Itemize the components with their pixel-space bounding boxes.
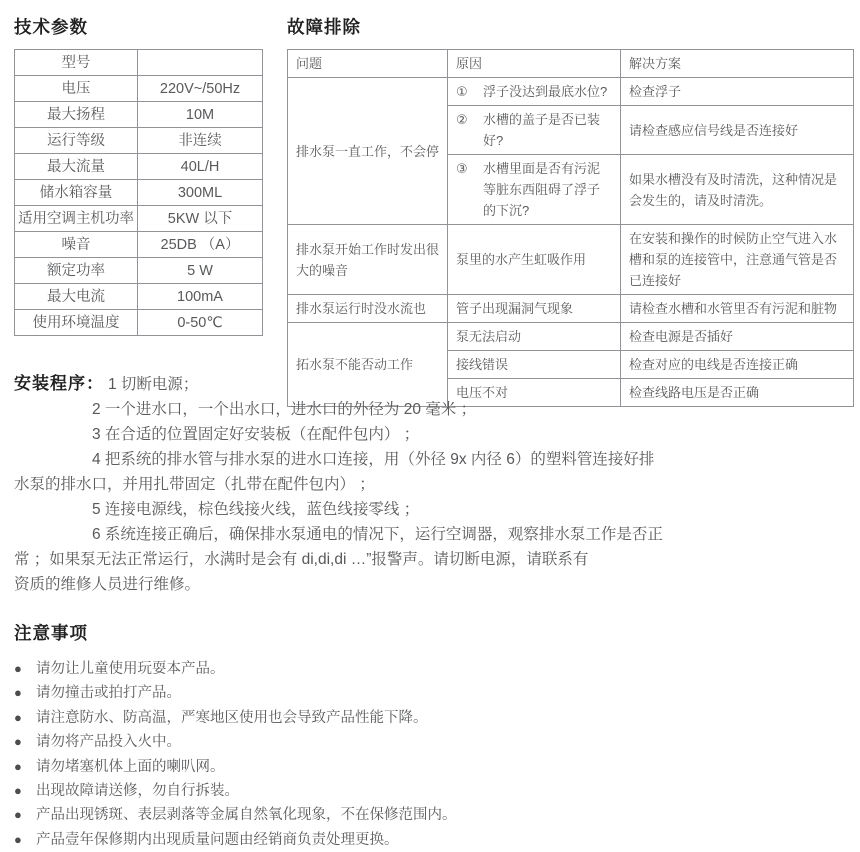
cause-text [456, 109, 612, 151]
solution-cell: 检查对应的电线是否连接正确 [621, 351, 854, 379]
tech-param-value-cell: 10M [138, 102, 263, 128]
troubleshooting-header-cell: 解决方案 [621, 50, 854, 78]
solution-cell: 请检查感应信号线是否连接好 [621, 106, 854, 155]
solution-cell: 如果水槽没有及时清洗，这种情况是会发生的，请及时清洗。 [621, 155, 854, 225]
tech-params-section [14, 14, 252, 336]
tech-param-label-cell: 额定功率 [15, 258, 138, 284]
tech-param-label-cell: 使用环境温度 [15, 310, 138, 336]
troubleshooting-header-cell: 原因 [448, 50, 621, 78]
note-text: 请勿将产品投入火中。 [36, 734, 181, 751]
problem-cell: 排水泵一直工作，不会停 [288, 78, 448, 225]
tech-param-row [15, 258, 263, 284]
troubleshooting-header [288, 50, 854, 78]
note-text: 请注意防水、防高温，严寒地区使用也会导致产品性能下降。 [36, 709, 428, 726]
installation-title: 安装程序： [14, 374, 104, 393]
tech-param-label-cell: 最大扬程 [15, 102, 138, 128]
cause-cell: 泵无法启动 [448, 323, 621, 351]
note-item [14, 730, 814, 754]
bullet-icon: ● [14, 783, 22, 799]
tech-param-label-cell: 储水箱容量 [15, 180, 138, 206]
cause-text [456, 81, 612, 102]
note-item [14, 681, 814, 705]
note-text: 产品壹年保修期内出现质量问题由经销商负责处理更换。 [36, 831, 399, 848]
install-step-line: 3 在合适的位置固定好安装板（在配件包内） ； [92, 426, 420, 443]
tech-param-label-cell: 型号 [15, 50, 138, 76]
note-item [14, 755, 814, 779]
install-step-line: 常 ；如果泵无法正常运行，水满时是会有 di,di,di …”报警声。请切断电源，请联系有 [14, 551, 589, 568]
install-step-line: 资质的维修人员进行维修。 [14, 576, 201, 593]
cause-cell [448, 78, 621, 106]
bullet-icon: ● [14, 758, 22, 774]
troubleshooting-header-row [288, 50, 854, 78]
installation-section [14, 371, 800, 597]
note-text: 请勿堵塞机体上面的喇叭网。 [36, 758, 225, 775]
tech-param-row [15, 102, 263, 128]
bullet-icon: ● [14, 685, 22, 701]
cause-text [456, 158, 612, 221]
tech-param-row [15, 50, 263, 76]
note-item [14, 706, 814, 730]
tech-param-row [15, 76, 263, 102]
troubleshooting-table [287, 49, 854, 407]
note-item [14, 657, 814, 681]
bullet-icon: ● [14, 661, 22, 676]
troubleshooting-row [288, 78, 854, 106]
tech-param-label-cell: 噪音 [15, 232, 138, 258]
cause-text: 水槽里面是否有污泥等脏东西阻碍了浮子的下沉? [483, 161, 601, 218]
troubleshooting-row [288, 323, 854, 351]
tech-param-row [15, 310, 263, 336]
tech-params-title: 技术参数 [14, 17, 88, 37]
bullet-icon: ● [14, 831, 22, 847]
cause-text: 浮子没达到最底水位? [483, 84, 608, 99]
tech-param-value-cell: 300ML [138, 180, 263, 206]
tech-param-value-cell: 40L/H [138, 154, 263, 180]
cause-cell: 电压不对 [448, 379, 621, 407]
cause-cell [448, 155, 621, 225]
tech-param-row [15, 128, 263, 154]
install-step-text: 1 切断电源； [108, 376, 199, 393]
tech-param-value-cell: 220V~/50Hz [138, 76, 263, 102]
troubleshooting-row [288, 225, 854, 295]
note-text: 请勿让儿童使用玩耍本产品。 [36, 661, 225, 677]
solution-cell: 请检查水槽和水管里否有污泥和脏物 [621, 295, 854, 323]
tech-param-value-cell: 25DB （A） [138, 232, 263, 258]
cause-number: ① [456, 84, 468, 99]
bullet-icon: ● [14, 709, 22, 725]
cause-text: 水槽的盖子是否已装好? [483, 112, 601, 148]
tech-param-value-cell: 5 W [138, 258, 263, 284]
bullet-icon: ● [14, 807, 22, 823]
install-step-line: 4 把系统的排水管与排水泵的进水口连接，用（外径 9x 内径 6）的塑料管连接好排 [92, 451, 655, 468]
tech-param-value-cell: 100mA [138, 284, 263, 310]
troubleshooting-body [288, 78, 854, 407]
troubleshooting-header-cell: 问题 [288, 50, 448, 78]
tech-param-label-cell: 适用空调主机功率 [15, 206, 138, 232]
tech-param-label-cell: 电压 [15, 76, 138, 102]
bullet-icon: ● [14, 734, 22, 750]
note-item [14, 828, 814, 852]
cause-cell: 泵里的水产生虹吸作用 [448, 225, 621, 295]
install-step-line [14, 371, 800, 397]
notes-list [14, 657, 814, 852]
install-step-line: 2 一个进水口，一个出水口，进水口的外径为 20 毫米 ； [92, 401, 477, 418]
tech-param-row [15, 180, 263, 206]
note-text: 产品出现锈斑、表层剥落等金属自然氧化现象，不在保修范围内。 [36, 807, 457, 824]
tech-param-row [15, 232, 263, 258]
troubleshooting-row [288, 295, 854, 323]
cause-cell [448, 106, 621, 155]
problem-cell: 排水泵开始工作时发出很大的噪音 [288, 225, 448, 295]
notes-section [14, 620, 814, 852]
solution-cell: 检查线路电压是否正确 [621, 379, 854, 407]
troubleshooting-title: 故障排除 [287, 17, 361, 37]
tech-param-row [15, 206, 263, 232]
tech-param-label-cell: 最大流量 [15, 154, 138, 180]
solution-cell: 检查浮子 [621, 78, 854, 106]
cause-number: ② [456, 112, 468, 127]
solution-cell: 在安装和操作的时候防止空气进入水槽和泵的连接管中，注意通气管是否已连接好 [621, 225, 854, 295]
troubleshooting-section [287, 14, 853, 407]
note-text: 出现故障请送修，勿自行拆装。 [36, 783, 239, 800]
tech-param-value-cell: 5KW 以下 [138, 206, 263, 232]
solution-cell: 检查电源是否插好 [621, 323, 854, 351]
note-item [14, 779, 814, 803]
tech-params-body [15, 50, 263, 336]
note-text: 请勿撞击或拍打产品。 [36, 685, 181, 702]
problem-cell: 拓水泵不能否动工作 [288, 323, 448, 407]
tech-param-row [15, 284, 263, 310]
tech-param-label-cell: 最大电流 [15, 284, 138, 310]
note-item [14, 803, 814, 827]
tech-params-table [14, 49, 263, 336]
install-step-line: 水泵的排水口，并用扎带固定（扎带在配件包内） ； [14, 476, 375, 493]
tech-param-label-cell: 运行等级 [15, 128, 138, 154]
install-step-line: 5 连接电源线，棕色线接火线，蓝色线接零线 ； [92, 501, 420, 518]
tech-param-value-cell: 0-50℃ [138, 310, 263, 336]
install-step-line: 6 系统连接正确后，确保排水泵通电的情况下，运行空调器，观察排水泵工作是否正 [92, 526, 663, 543]
cause-cell: 接线错误 [448, 351, 621, 379]
tech-param-value-cell: 非连续 [138, 128, 263, 154]
notes-title: 注意事项 [14, 623, 88, 643]
tech-param-row [15, 154, 263, 180]
cause-number: ③ [456, 161, 468, 176]
cause-cell: 管子出现漏洞气现象 [448, 295, 621, 323]
problem-cell: 排水泵运行时没水流也 [288, 295, 448, 323]
tech-param-value-cell [138, 50, 263, 76]
